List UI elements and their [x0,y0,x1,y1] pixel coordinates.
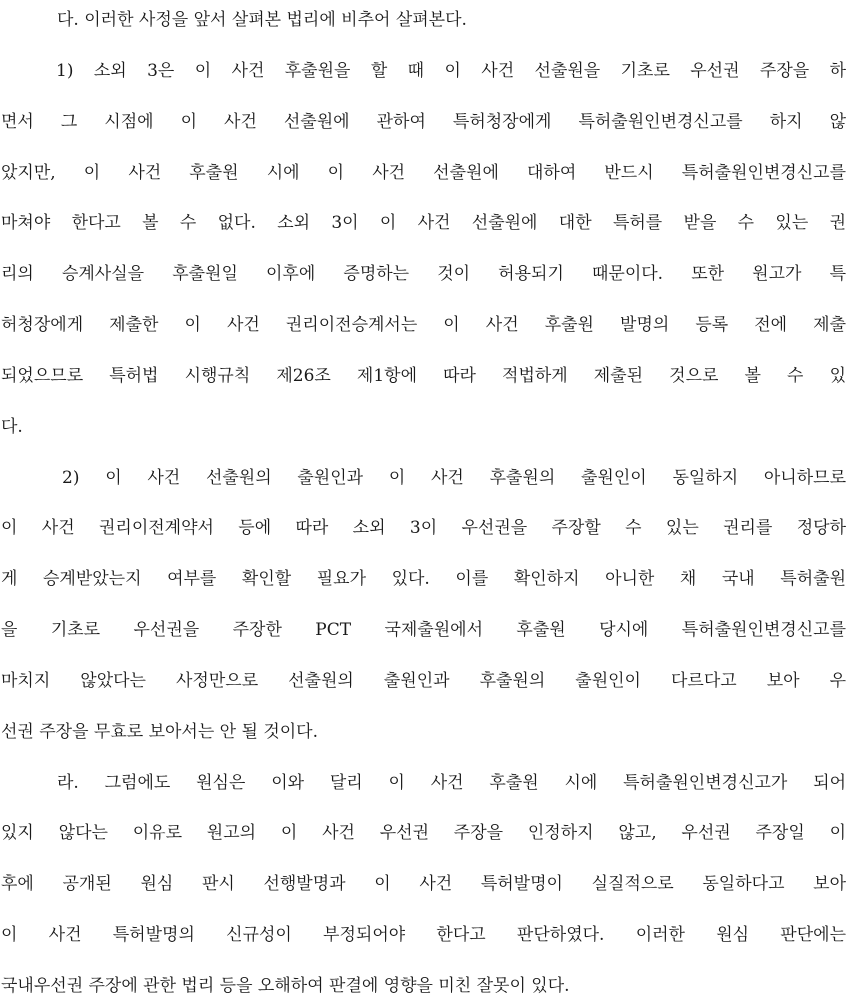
text-line [0,112,857,132]
text-line-content: 았지만, 이 사건 후출원 시에 이 사건 선출원에 대하여 반드시 특허출원인변경신고를 [1,163,846,183]
text-line [0,61,857,81]
text-line [0,773,857,793]
text-line-content: 이 사건 특허발명의 신규성이 부정되어야 한다고 판단하였다. 이러한 원심 판단에는 [1,925,846,945]
text-line [0,671,857,691]
text-line-content: 이 사건 권리이전계약서 등에 따라 소외 3이 우선권을 주장할 수 있는 권리를 정당하 [1,518,846,538]
text-line [0,518,857,538]
text-line-content: 후에 공개된 원심 판시 선행발명과 이 사건 특허발명이 실질적으로 동일하다고 보아 [1,874,846,894]
text-line [0,722,857,742]
text-line-content: 1) 소외 3은 이 사건 후출원을 할 때 이 사건 선출원을 기초로 우선권 주장을 하 [56,61,846,81]
text-line-content: 면서 그 시점에 이 사건 선출원에 관하여 특허청장에게 특허출원인변경신고를 하지 않 [1,112,846,132]
text-line-content: 선권 주장을 무효로 보아서는 안 될 것이다. [1,722,319,742]
text-line-content: 다. [1,417,23,437]
text-line-content: 마쳐야 한다고 볼 수 없다. 소외 3이 이 사건 선출원에 대한 특허를 받을 수 있는 권 [1,213,846,233]
text-line-content: 2) 이 사건 선출원의 출원인과 이 사건 후출원의 출원인이 동일하지 아니하므로 [62,468,846,488]
text-line-content: 허청장에게 제출한 이 사건 권리이전승계서는 이 사건 후출원 발명의 등록 전에 제출 [1,315,846,335]
text-line [0,213,857,233]
text-line [0,315,857,335]
text-line [0,976,857,996]
text-line [0,620,857,640]
text-line-content: 있지 않다는 이유로 원고의 이 사건 우선권 주장을 인정하지 않고, 우선권 주장일 이 [1,823,846,843]
text-line [0,874,857,894]
text-line-content: 리의 승계사실을 후출원일 이후에 증명하는 것이 허용되기 때문이다. 또한 원고가 특 [1,264,846,284]
text-line [0,264,857,284]
text-line [0,925,857,945]
text-line [0,417,857,437]
text-line-content: 되었으므로 특허법 시행규칙 제26조 제1항에 따라 적법하게 제출된 것으로 볼 수 있 [1,366,846,386]
text-line-content: 게 승계받았는지 여부를 확인할 필요가 있다. 이를 확인하지 아니한 채 국내 특허출원 [1,569,846,589]
text-line-content: 다. 이러한 사정을 앞서 살펴본 법리에 비추어 살펴본다. [57,10,467,30]
text-line [0,163,857,183]
text-line-content: 마치지 않았다는 사정만으로 선출원의 출원인과 후출원의 출원인이 다르다고 보아 우 [1,671,846,691]
text-line [0,366,857,386]
text-line-content: 국내우선권 주장에 관한 법리 등을 오해하여 판결에 영향을 미친 잘못이 있다. [1,976,570,996]
text-line-content: 라. 그럼에도 원심은 이와 달리 이 사건 후출원 시에 특허출원인변경신고가 되어 [57,773,846,793]
text-line [0,10,857,30]
text-line [0,468,857,488]
text-line [0,823,857,843]
text-line-content: 을 기초로 우선권을 주장한 PCT 국제출원에서 후출원 당시에 특허출원인변경신고를 [1,620,846,640]
text-line [0,569,857,589]
